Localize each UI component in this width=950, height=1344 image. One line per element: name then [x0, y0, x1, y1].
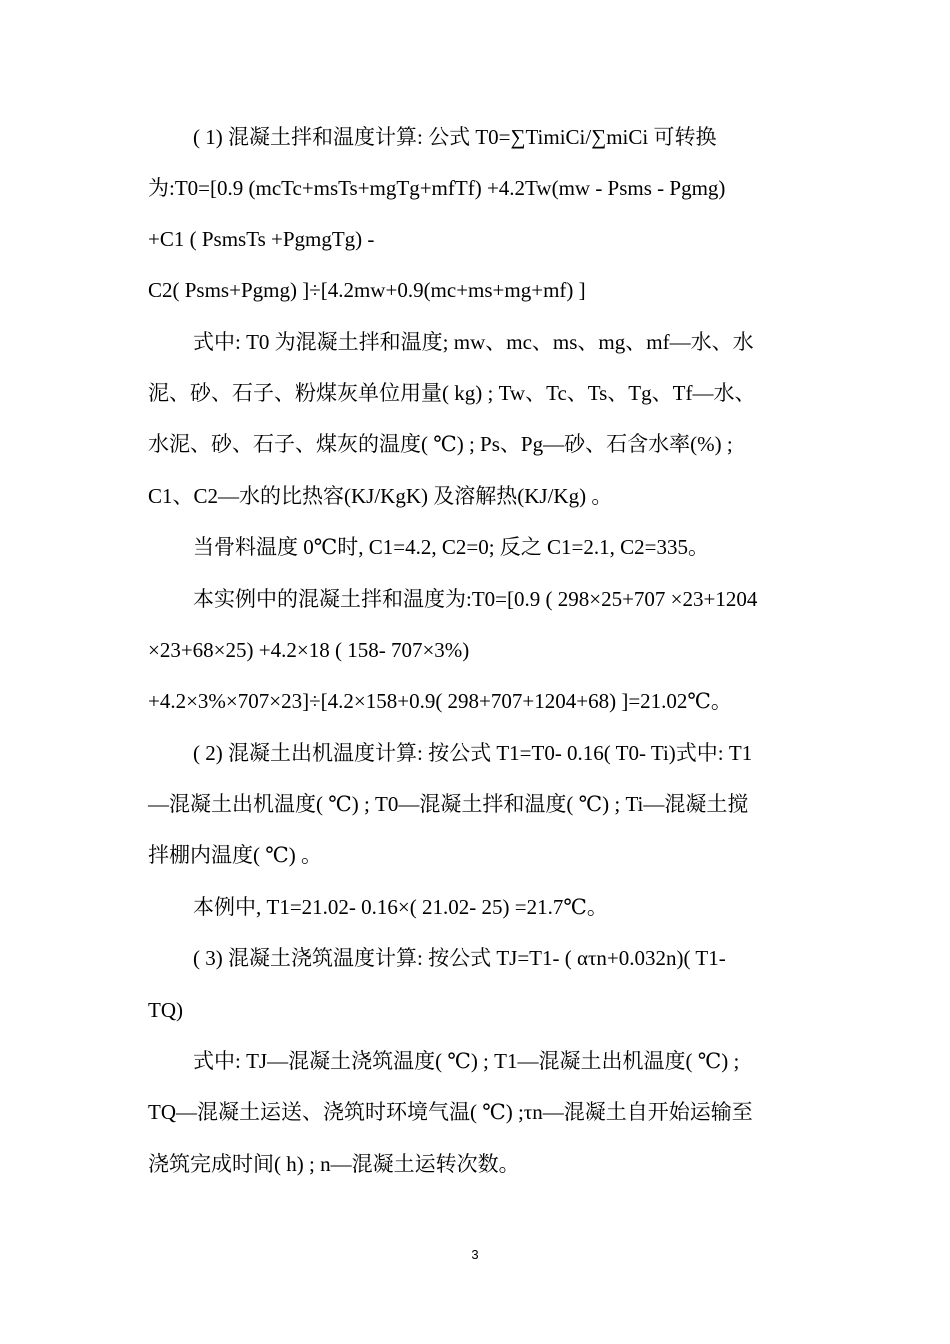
- text-line-18: TQ): [148, 998, 183, 1022]
- text-line-16: 本例中, T1=21.02- 0.16×( 21.02- 25) =21.7℃。: [193, 895, 608, 919]
- text-line-15: 拌棚内温度( ℃) 。: [148, 843, 322, 867]
- text-line-21: 浇筑完成时间( h) ; n—混凝土运转次数。: [148, 1152, 520, 1176]
- text-line-17: ( 3) 混凝土浇筑温度计算: 按公式 TJ=T1- ( ατn+0.032n)( T1-: [193, 946, 726, 970]
- text-line-5: 式中: T0 为混凝土拌和温度; mw、mc、ms、mg、mf—水、水: [193, 330, 754, 354]
- text-line-12: +4.2×3%×707×23]÷[4.2×158+0.9( 298+707+1204+68) ]=21.02℃。: [148, 689, 732, 713]
- text-line-2: 为:T0=[0.9 (mcTc+msTs+mgTg+mfTf) +4.2Tw(mw - Psms - Pgmg): [148, 176, 726, 200]
- text-line-1: ( 1) 混凝土拌和温度计算: 公式 T0=∑TimiCi/∑miCi 可转换: [193, 125, 717, 149]
- text-line-6: 泥、砂、石子、粉煤灰单位用量( kg) ; Tw、Tc、Ts、Tg、Tf—水、: [148, 381, 756, 405]
- text-line-20: TQ—混凝土运送、浇筑时环境气温( ℃) ;τn—混凝土自开始运输至: [148, 1100, 753, 1124]
- text-line-7: 水泥、砂、石子、煤灰的温度( ℃) ; Ps、Pg—砂、石含水率(%) ;: [148, 432, 733, 456]
- text-line-19: 式中: TJ—混凝土浇筑温度( ℃) ; T1—混凝土出机温度( ℃) ;: [193, 1049, 740, 1073]
- text-line-4: C2( Psms+Pgmg) ]÷[4.2mw+0.9(mc+ms+mg+mf) ]: [148, 278, 586, 302]
- page-number: 3: [471, 1247, 479, 1262]
- text-line-9: 当骨料温度 0℃时, C1=4.2, C2=0; 反之 C1=2.1, C2=335。: [193, 535, 709, 559]
- text-line-8: C1、C2—水的比热容(KJ/KgK) 及溶解热(KJ/Kg) 。: [148, 484, 613, 508]
- text-line-3: +C1 ( PsmsTs +PgmgTg) -: [148, 227, 375, 251]
- text-line-14: —混凝土出机温度( ℃) ; T0—混凝土拌和温度( ℃) ; Ti—混凝土搅: [148, 792, 749, 816]
- text-line-13: ( 2) 混凝土出机温度计算: 按公式 T1=T0- 0.16( T0- Ti)式中: T1: [193, 741, 753, 765]
- text-line-10: 本实例中的混凝土拌和温度为:T0=[0.9 ( 298×25+707 ×23+1204: [193, 587, 758, 611]
- text-line-11: ×23+68×25) +4.2×18 ( 158- 707×3%): [148, 638, 470, 662]
